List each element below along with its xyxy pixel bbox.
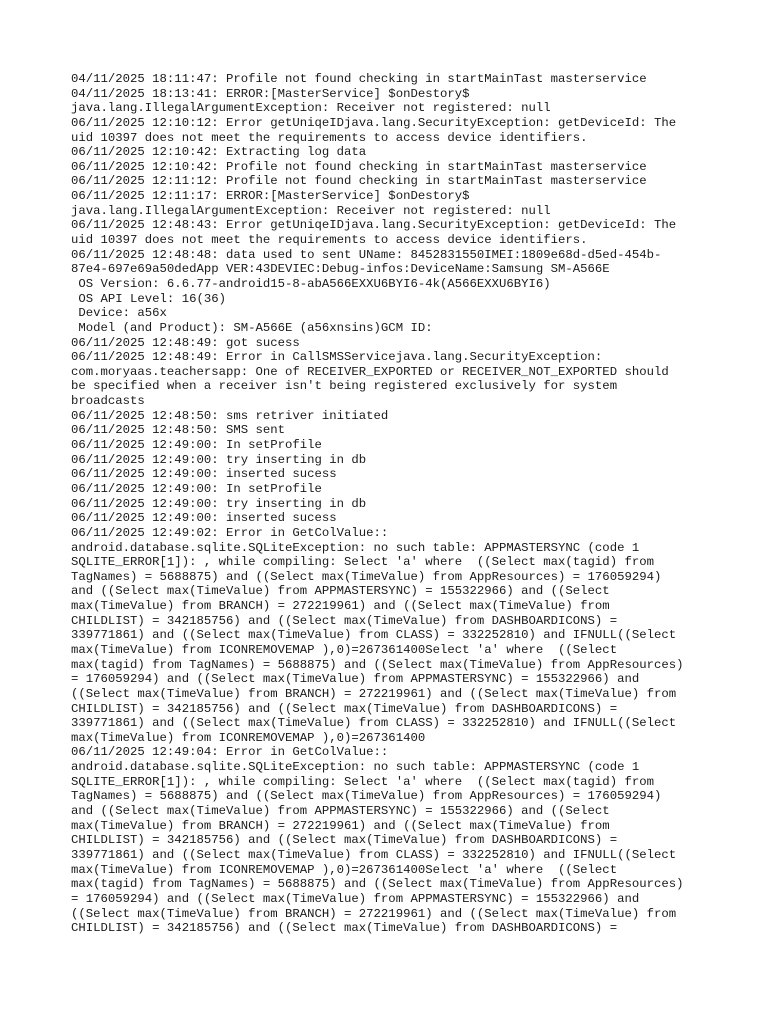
log-line: 06/11/2025 12:10:42: Extracting log data [71, 145, 367, 160]
log-line: TagNames) = 5688875) and ((Select max(TimeValue) from AppResources) = 176059294) [71, 569, 662, 584]
log-line: 06/11/2025 12:49:00: try inserting in db [71, 496, 367, 511]
log-line: CHILDLIST) = 342185756) and ((Select max(TimeValue) from DASHBOARDICONS) = [71, 833, 618, 848]
log-line: 06/11/2025 12:49:00: In setProfile [71, 438, 322, 453]
log-line: 06/11/2025 12:49:00: try inserting in db [71, 452, 367, 467]
log-line: max(TimeValue) from BRANCH) = 272219961) and ((Select max(TimeValue) from [71, 818, 610, 833]
log-line: java.lang.IllegalArgumentException: Receiver not registered: null [71, 101, 551, 116]
log-line: 06/11/2025 12:48:50: sms retriver initiated [71, 408, 389, 423]
log-line: 339771861) and ((Select max(TimeValue) from CLASS) = 332252810) and IFNULL((Select [71, 847, 677, 862]
log-line: uid 10397 does not meet the requirements to access device identifiers. [71, 233, 588, 248]
log-line: and ((Select max(TimeValue) from APPMASTERSYNC) = 155322966) and ((Select [71, 584, 610, 599]
log-line: 06/11/2025 12:11:12: Profile not found checking in startMainTast masterservice [71, 174, 647, 189]
log-line: SQLITE_ERROR[1]): , while compiling: Select 'a' where ((Select max(tagid) from [71, 774, 654, 789]
log-line: android.database.sqlite.SQLiteException: no such table: APPMASTERSYNC (code 1 [71, 540, 640, 555]
log-line: java.lang.IllegalArgumentException: Receiver not registered: null [71, 203, 551, 218]
log-line: and ((Select max(TimeValue) from APPMASTERSYNC) = 155322966) and ((Select [71, 804, 610, 819]
log-line: 06/11/2025 12:49:02: Error in GetColValue:: [71, 525, 389, 540]
log-line: 06/11/2025 12:48:49: Error in CallSMSServicejava.lang.SecurityException: [71, 350, 603, 365]
log-line: be specified when a receiver isn't being registered exclusively for system [71, 379, 618, 394]
log-line: 04/11/2025 18:13:41: ERROR:[MasterService] $onDestory$ [71, 86, 470, 101]
log-line: Device: a56x [71, 306, 167, 321]
log-line: max(TimeValue) from ICONREMOVEMAP ),0)=267361400Select 'a' where ((Select [71, 642, 618, 657]
log-line: 06/11/2025 12:49:00: inserted sucess [71, 511, 337, 526]
log-line: com.moryaas.teachersapp: One of RECEIVER_EXPORTED or RECEIVER_NOT_EXPORTED should [71, 364, 669, 379]
log-line: max(tagid) from TagNames) = 5688875) and ((Select max(TimeValue) from AppResources) [71, 877, 684, 892]
log-line: 06/11/2025 12:49:00: inserted sucess [71, 467, 337, 482]
log-line: Model (and Product): SM-A566E (a56xnsins)GCM ID: [71, 320, 433, 335]
log-line: CHILDLIST) = 342185756) and ((Select max(TimeValue) from DASHBOARDICONS) = [71, 701, 618, 716]
log-line: 04/11/2025 18:11:47: Profile not found checking in startMainTast masterservice [71, 72, 647, 86]
log-line: ((Select max(TimeValue) from BRANCH) = 272219961) and ((Select max(TimeValue) from [71, 906, 677, 921]
log-line: max(TimeValue) from ICONREMOVEMAP ),0)=267361400 [71, 730, 426, 745]
log-line: 06/11/2025 12:49:00: In setProfile [71, 481, 322, 496]
log-line: = 176059294) and ((Select max(TimeValue) from APPMASTERSYNC) = 155322966) and [71, 891, 640, 906]
log-line: SQLITE_ERROR[1]): , while compiling: Select 'a' where ((Select max(tagid) from [71, 555, 654, 570]
log-line: CHILDLIST) = 342185756) and ((Select max(TimeValue) from DASHBOARDICONS) = [71, 921, 618, 936]
log-line: 06/11/2025 12:49:04: Error in GetColValue:: [71, 745, 389, 760]
log-line: TagNames) = 5688875) and ((Select max(TimeValue) from AppResources) = 176059294) [71, 789, 662, 804]
log-line: 06/11/2025 12:48:50: SMS sent [71, 423, 286, 438]
log-line: 06/11/2025 12:48:49: got sucess [71, 335, 300, 350]
log-line: broadcasts [71, 394, 145, 409]
log-line: OS Version: 6.6.77-android15-8-abA566EXXU6BYI6-4k(A566EXXU6BYI6) [71, 276, 551, 291]
log-line: 06/11/2025 12:48:43: Error getUniqeIDjava.lang.SecurityException: getDeviceId: The [71, 218, 677, 233]
log-line: CHILDLIST) = 342185756) and ((Select max(TimeValue) from DASHBOARDICONS) = [71, 613, 618, 628]
log-line: 06/11/2025 12:10:12: Error getUniqeIDjava.lang.SecurityException: getDeviceId: The [71, 115, 677, 130]
log-line: = 176059294) and ((Select max(TimeValue) from APPMASTERSYNC) = 155322966) and [71, 672, 640, 687]
log-text [71, 72, 711, 936]
log-line: 06/11/2025 12:10:42: Profile not found checking in startMainTast masterservice [71, 159, 647, 174]
log-line: uid 10397 does not meet the requirements to access device identifiers. [71, 130, 588, 145]
log-line: 339771861) and ((Select max(TimeValue) from CLASS) = 332252810) and IFNULL((Select [71, 628, 677, 643]
log-line: max(TimeValue) from BRANCH) = 272219961) and ((Select max(TimeValue) from [71, 599, 610, 614]
log-line: OS API Level: 16(36) [71, 291, 226, 306]
log-line: android.database.sqlite.SQLiteException: no such table: APPMASTERSYNC (code 1 [71, 760, 640, 775]
log-line: max(TimeValue) from ICONREMOVEMAP ),0)=267361400Select 'a' where ((Select [71, 862, 618, 877]
log-line: 87e4-697e69a50dedApp VER:43DEVIEC:Debug-infos:DeviceName:Samsung SM-A566E [71, 262, 610, 277]
log-line: max(tagid) from TagNames) = 5688875) and ((Select max(TimeValue) from AppResources) [71, 657, 684, 672]
log-line: ((Select max(TimeValue) from BRANCH) = 272219961) and ((Select max(TimeValue) from [71, 686, 677, 701]
log-line: 339771861) and ((Select max(TimeValue) from CLASS) = 332252810) and IFNULL((Select [71, 716, 677, 731]
log-line: 06/11/2025 12:48:48: data used to sent UName: 8452831550IMEI:1809e68d-d5ed-454b- [71, 247, 662, 262]
log-line: 06/11/2025 12:11:17: ERROR:[MasterService] $onDestory$ [71, 189, 470, 204]
